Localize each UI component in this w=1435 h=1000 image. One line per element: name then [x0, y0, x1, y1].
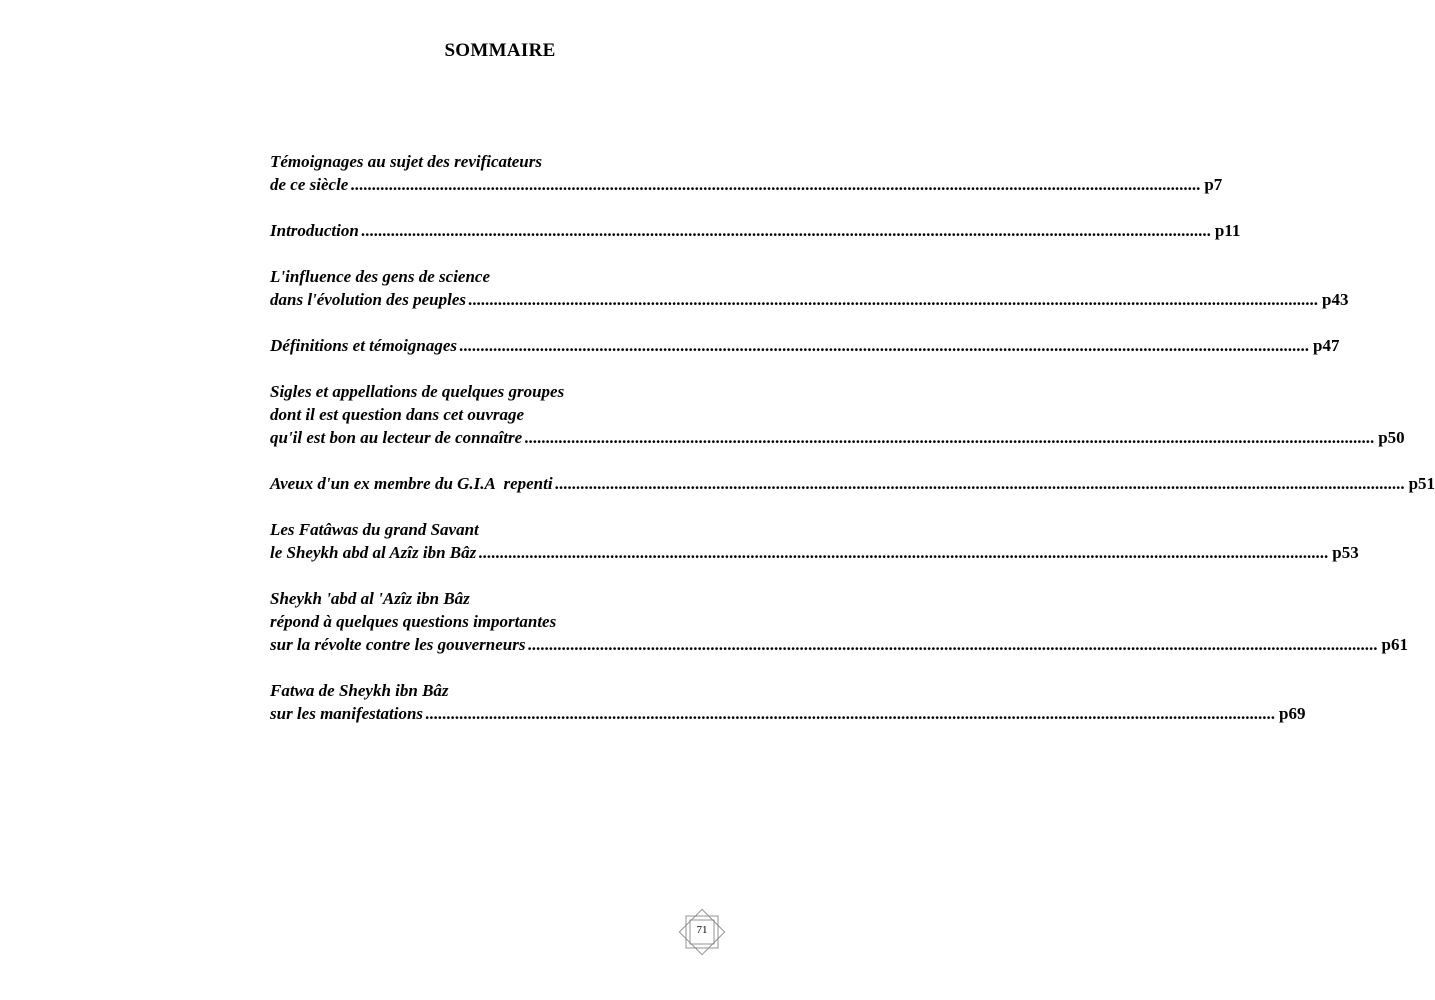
page-number: 71	[696, 924, 708, 936]
toc-entry[interactable]	[270, 150, 1223, 196]
dot-leader: ........................................................................................................................................................................................................	[554, 474, 1405, 493]
toc-entry[interactable]	[270, 587, 1408, 656]
dot-leader: ........................................................................................................................................................................................................	[459, 336, 1309, 355]
toc-entry-leader-row	[270, 219, 1241, 242]
page-title: SOMMAIRE	[444, 40, 556, 61]
toc-entry-leader-row	[270, 541, 1359, 564]
dot-leader: ........................................................................................................................................................................................................	[524, 428, 1375, 447]
toc-entry-line: répond à quelques questions importantes	[270, 612, 557, 631]
toc-entry-leader-row	[270, 702, 1306, 725]
toc-page-ref: p43	[1321, 290, 1349, 309]
toc-entry[interactable]	[270, 265, 1349, 311]
toc-entry-line: dont il est question dans cet ouvrage	[270, 405, 525, 424]
toc-entry-leader-row	[270, 426, 1405, 449]
toc-entry-leader-row	[270, 472, 1435, 495]
toc-entry-line: Introduction	[270, 221, 359, 240]
dot-leader: ........................................................................................................................................................................................................	[350, 175, 1201, 194]
toc-entry-line: qu'il est bon au lecteur de connaître	[270, 428, 523, 447]
toc-entry-leader-row	[270, 633, 1408, 656]
table-of-contents	[270, 150, 1435, 748]
toc-entry-line: Sheykh 'abd al 'Azîz ibn Bâz	[270, 589, 470, 608]
toc-page-ref: p47	[1313, 336, 1340, 355]
toc-entry-line: L'influence des gens de science	[270, 267, 491, 286]
toc-entry-line: Les Fatâwas du grand Savant	[270, 520, 479, 539]
dot-leader: ........................................................................................................................................................................................................	[527, 635, 1378, 654]
toc-page-ref: p53	[1332, 543, 1359, 562]
toc-entry-line: le Sheykh abd al Azîz ibn Bâz	[270, 543, 477, 562]
toc-entry[interactable]	[270, 472, 1435, 495]
toc-entry-line: sur la révolte contre les gouverneurs	[270, 635, 526, 654]
toc-entry-line: Fatwa de Sheykh ibn Bâz	[270, 681, 449, 700]
dot-leader: ........................................................................................................................................................................................................	[467, 290, 1318, 309]
toc-entry[interactable]	[270, 334, 1340, 357]
toc-entry-line: Définitions et témoignages	[270, 336, 457, 355]
toc-entry-leader-row	[270, 334, 1340, 357]
toc-entry[interactable]	[270, 219, 1241, 242]
toc-page-ref: p51	[1408, 474, 1435, 493]
dot-leader: ........................................................................................................................................................................................................	[425, 704, 1276, 723]
dot-leader: ........................................................................................................................................................................................................	[478, 543, 1329, 562]
toc-entry[interactable]	[270, 679, 1306, 725]
toc-entry-leader-row	[270, 173, 1223, 196]
toc-entry[interactable]	[270, 380, 1405, 449]
toc-entry[interactable]	[270, 518, 1359, 564]
toc-entry-line: Aveux d'un ex membre du G.I.A repenti	[270, 474, 553, 493]
toc-page-ref: p61	[1381, 635, 1408, 654]
toc-entry-line: sur les manifestations	[270, 704, 424, 723]
toc-entry-line: Sigles et appellations de quelques groupes	[270, 382, 565, 401]
toc-page-ref: p50	[1378, 428, 1405, 447]
toc-entry-line: de ce siècle	[270, 175, 349, 194]
toc-page-ref: p7	[1204, 175, 1223, 194]
toc-entry-line: dans l'évolution des peuples	[270, 290, 466, 309]
toc-entry-line: Témoignages au sujet des revificateurs	[270, 152, 542, 171]
toc-page-ref: p69	[1279, 704, 1306, 723]
dot-leader: ........................................................................................................................................................................................................	[360, 221, 1211, 240]
toc-page-ref: p11	[1214, 221, 1241, 240]
toc-entry-leader-row	[270, 288, 1349, 311]
